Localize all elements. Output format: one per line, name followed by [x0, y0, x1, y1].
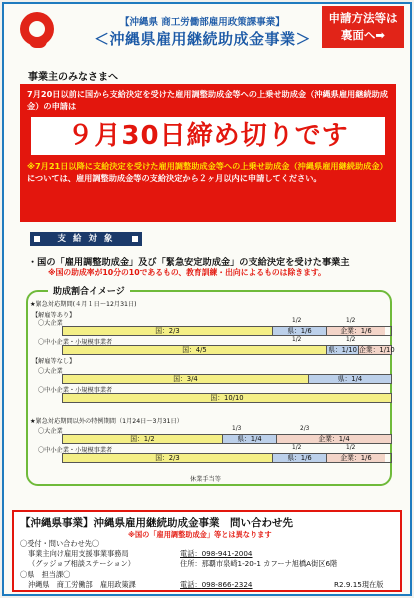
special-period-label: ★緊急対応期間以外の特例期間（1月24日～3月31日）	[30, 418, 183, 425]
emergency-period-label: ★緊急対応期間(４月１日～12月31日)	[30, 301, 137, 308]
sme-label-2: 〇中小企業・小規模事業者	[38, 387, 113, 394]
rate-bar-6-prefecture-segment: 県：1/6	[273, 454, 327, 462]
rate-bar-1-company-segment: 企業：1/6	[327, 327, 385, 335]
rate-bar-3-government-segment: 国：3/4	[63, 375, 309, 383]
rate-bar-2-company-segment: 企業：1/10	[359, 346, 395, 354]
alert-note-rest: については、雇用調整助成金等の支給決定から２ヶ月以内に申請してください。	[27, 173, 322, 183]
rate-bar-1	[62, 326, 392, 336]
emblem-tail-shape	[29, 41, 47, 48]
office-name: 事業主向け雇用支援事業事務局	[28, 549, 129, 558]
owner-phone-label: 電話：	[180, 580, 202, 589]
application-method-notice	[322, 6, 404, 48]
large-company-label-3: 〇大企業	[38, 428, 63, 435]
large-company-label: 〇大企業	[38, 320, 63, 327]
layoff-yes-label: 【解雇等あり】	[32, 312, 76, 319]
subsidy-rate-title: 助成割合イメージ	[48, 284, 130, 297]
rate-bar-2	[62, 345, 395, 355]
rate-bar-2-fraction-tick: 1/2	[292, 337, 302, 343]
department-label: 【沖縄県 商工労働部雇用政策課事業】	[120, 17, 285, 28]
eligibility-exclusion-note: ※国の助成率が10分の10であるもの、教育訓練・出向によるものは除きます。	[48, 268, 326, 277]
rate-bar-5-government-segment: 国：1/2	[63, 435, 223, 443]
owner-name: 沖縄県 商工労働部 雇用政策課	[28, 580, 136, 589]
rate-bar-6	[62, 453, 392, 463]
alert-note	[27, 160, 389, 184]
edition-label: R2.9.15現在版	[334, 580, 384, 589]
office-phone-number: 098-941-2004	[201, 549, 253, 558]
office-phone-label: 電話：	[180, 549, 202, 558]
page-title: ＜沖縄県雇用継続助成金事業＞	[94, 30, 312, 48]
greeting: 事業主のみなさまへ	[28, 72, 118, 83]
eligibility-section-title: 支 給 対 象	[30, 232, 142, 246]
header	[4, 4, 410, 56]
owner-label: 〇県 担当課〇	[20, 570, 71, 579]
rate-bar-1-prefecture-segment: 県：1/6	[273, 327, 327, 335]
reception-label: 〇受付・問い合わせ先〇	[20, 539, 100, 548]
contact-box	[12, 510, 402, 592]
owner-phone	[180, 580, 253, 590]
office-phone	[180, 549, 253, 559]
rate-bar-2-fraction-tick: 1/2	[346, 337, 356, 343]
rate-bar-3-prefecture-segment: 県：1/4	[309, 375, 391, 383]
rate-bar-5-fraction-tick: 1/3	[232, 426, 242, 432]
rate-bar-1-fraction-tick: 1/2	[292, 318, 302, 324]
contact-title: 【沖縄県事業】沖縄県雇用継続助成金事業 問い合わせ先	[20, 517, 293, 529]
alert-note-highlight: ※7月21日以降に支給決定を受けた雇用調整助成金等への上乗せ助成金（沖縄県雇用継続助成金）	[27, 161, 388, 171]
rate-bar-4-government-segment: 国：10/10	[63, 394, 391, 402]
rate-bar-6-fraction-tick: 1/2	[292, 445, 302, 451]
rate-bar-4	[62, 393, 392, 403]
sme-label-3: 〇中小企業・小規模事業者	[38, 447, 113, 454]
allowance-footer: 休業手当等	[190, 476, 221, 483]
rate-bar-6-fraction-tick: 1/2	[346, 445, 356, 451]
flyer-page	[2, 2, 412, 596]
rate-bar-5-company-segment: 企業：1/4	[277, 435, 391, 443]
office-subname: （グッジョブ相談ステーション）	[28, 559, 135, 568]
deadline-banner: ９月30日締め切りです	[31, 117, 385, 155]
rate-bar-2-government-segment: 国：4/5	[63, 346, 327, 354]
sme-label: 〇中小企業・小規模事業者	[38, 339, 113, 346]
deadline-alert-box	[20, 84, 396, 222]
rate-bar-1-fraction-tick: 1/2	[346, 318, 356, 324]
rate-bar-5-prefecture-segment: 県：1/4	[223, 435, 277, 443]
rate-bar-2-prefecture-segment: 県：1/10	[327, 346, 359, 354]
owner-phone-number: 098-866-2324	[201, 580, 253, 589]
layoff-no-label: 【解雇等なし】	[32, 358, 76, 365]
right-arrow-icon: ➡	[375, 28, 386, 42]
large-company-label-2: 〇大企業	[38, 368, 63, 375]
rate-bar-5	[62, 434, 392, 444]
rate-bar-3	[62, 374, 392, 384]
notice-line2-text: 裏面へ	[340, 28, 376, 42]
rate-bar-5-fraction-tick: 2/3	[300, 426, 310, 432]
office-address: 住所：那覇市泉崎1-20-1 カフーナ旭橋A街区6階	[180, 559, 338, 568]
rate-bar-6-company-segment: 企業：1/6	[327, 454, 385, 462]
notice-line1: 申請方法等は	[328, 11, 398, 25]
contact-note: ※国の「雇用調整助成金」等とは異なります	[128, 530, 272, 539]
alert-intro: 7月20日以前に国から支給決定を受けた雇用調整助成金等への上乗せ助成金（沖縄県雇用継続助成金）の申請は	[27, 89, 388, 111]
rate-bar-6-government-segment: 国：2/3	[63, 454, 273, 462]
notice-line2	[322, 27, 404, 44]
eligibility-text: ・国の「雇用調整助成金」及び「緊急安定助成金」の支給決定を受けた事業主	[28, 257, 350, 268]
rate-bar-1-government-segment: 国：2/3	[63, 327, 273, 335]
